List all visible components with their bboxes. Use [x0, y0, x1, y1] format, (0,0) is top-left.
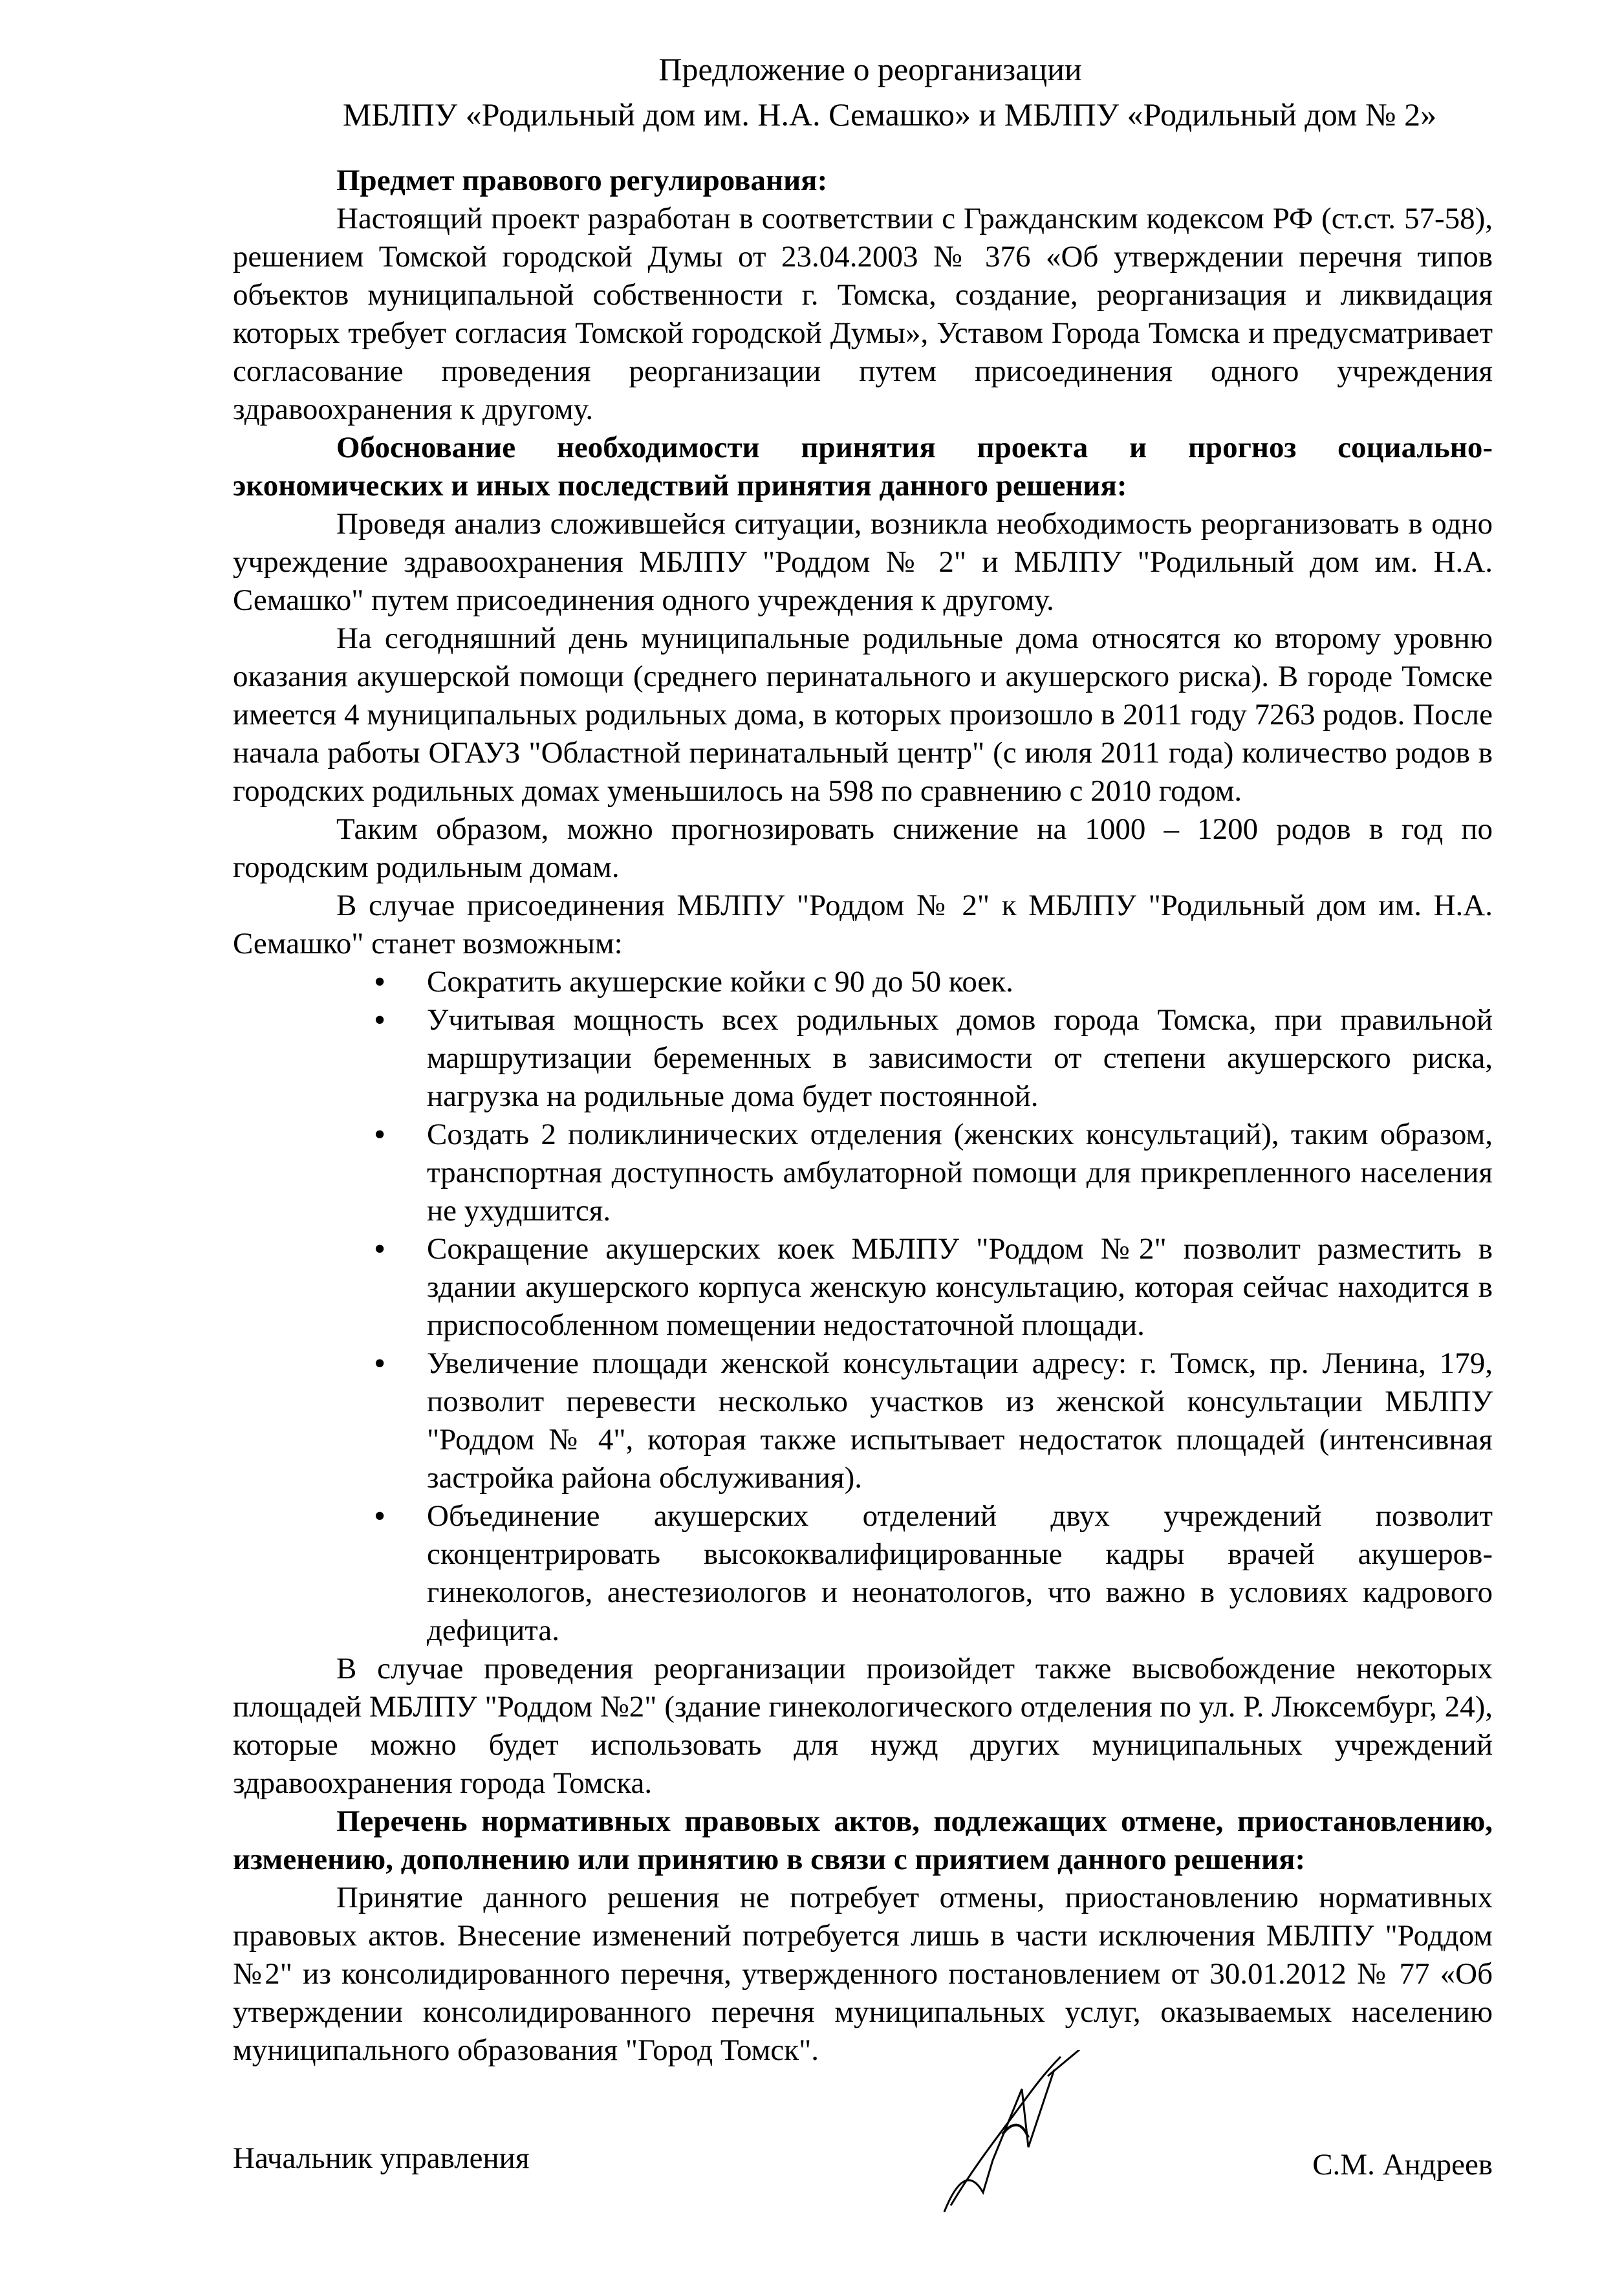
list-item: • Увеличение площади женской консультации адресу: г. Томск, пр. Ленина, 179, позволит перевести несколько участков из женской консультации МБЛПУ "Роддом № 4", которая также испытывает недостаток площадей (интенсивная застройка района обслуживания).	[427, 1345, 1493, 1497]
list-item: • Объединение акушерских отделений двух учреждений позволит сконцентрировать высококвалифицированные кадры врачей акушеров-гинекологов, анестезиологов и неонатологов, что важно в условиях кадрового дефицита.	[427, 1497, 1493, 1650]
signatory-name: С.М. Андреев	[1312, 2148, 1493, 2182]
list-item: • Создать 2 поликлинических отделения (женских консультаций), таким образом, транспортная доступность амбулаторной помощи для прикрепленного населения не ухудшится.	[427, 1116, 1493, 1230]
list-item: • Учитывая мощность всех родильных домов города Томска, при правильной маршрутизации беременных в зависимости от степени акушерского риска, нагрузка на родильные дома будет постоянной.	[427, 1001, 1493, 1116]
acts-text: Принятие данного решения не потребует отмены, приостановлению нормативных правовых актов. Внесение изменений потребуется лишь в части исключения МБЛПУ "Роддом №2" из консолидированного перечня, утвержденного постановлением от 30.01.2012 № 77 «Об утверждении консолидированного перечня муниципальных услуг, оказываемых населению муниципального образования "Город Томск".	[233, 1881, 1493, 2067]
document-body	[233, 162, 1493, 2070]
justification-paragraph: В случае присоединения МБЛПУ "Роддом № 2" к МБЛПУ "Родильный дом им. Н.А. Семашко" станет возможным:	[233, 889, 1493, 960]
signature-block	[233, 2134, 1493, 2186]
list-item: • Сократить акушерские койки с 90 до 50 коек.	[427, 963, 1493, 1001]
document-subtitle: МБЛПУ «Родильный дом им. Н.А. Семашко» и МБЛПУ «Родильный дом № 2»	[342, 96, 1437, 133]
justification-heading: Обоснование необходимости принятия проекта и прогноз социально-экономических и иных последствий принятия данного решения:	[233, 431, 1493, 503]
benefits-list	[233, 963, 1493, 1650]
signatory-position: Начальник управления	[233, 2141, 530, 2175]
justification-paragraph: Проведя анализ сложившейся ситуации, возникла необходимость реорганизовать в одно учреждение здравоохранения МБЛПУ "Роддом № 2" и МБЛПУ "Родильный дом им. Н.А. Семашко" путем присоединения одного учреждения к другому.	[233, 507, 1493, 617]
list-item: • Сокращение акушерских коек МБЛПУ "Роддом №2" позволит разместить в здании акушерского корпуса женскую консультацию, которая сейчас находится в приспособленном помещении недостаточной площади.	[427, 1230, 1493, 1345]
subject-text: Настоящий проект разработан в соответствии с Гражданским кодексом РФ (ст.ст. 57-58), решением Томской городской Думы от 23.04.2003 № 376 «Об утверждении перечня типов объектов муниципальной собственности г. Томска, создание, реорганизация и ликвидация которых требует согласия Томской городской Думы», Уставом Города Томска и предусматривает согласование проведения реорганизации путем присоединения одного учреждения здравоохранения к другому.	[233, 202, 1493, 426]
justification-paragraph: В случае проведения реорганизации произойдет также высвобождение некоторых площадей МБЛПУ "Роддом №2" (здание гинекологического отделения по ул. Р. Люксембург, 24), которые можно будет использовать для нужд других муниципальных учреждений здравоохранения города Томска.	[233, 1652, 1493, 1800]
document-header	[0, 47, 1624, 137]
justification-paragraph: Таким образом, можно прогнозировать снижение на 1000 – 1200 родов в год по городским родильным домам.	[233, 812, 1493, 884]
document-title: Предложение о реорганизации	[658, 51, 1082, 87]
justification-paragraph: На сегодняшний день муниципальные родильные дома относятся ко второму уровню оказания акушерской помощи (среднего перинатального и акушерского риска). В городе Томске имеется 4 муниципальных родильных дома, в которых произошло в 2011 году 7263 родов. После начала работы ОГАУЗ "Областной перинатальный центр" (с июля 2011 года) количество родов в городских родильных домах уменьшилось на 598 по сравнению с 2010 годом.	[233, 622, 1493, 808]
subject-heading: Предмет правового регулирования:	[336, 164, 828, 197]
acts-heading: Перечень нормативных правовых актов, подлежащих отмене, приостановлению, изменению, дополнению или принятию в связи с приятием данного решения:	[233, 1804, 1493, 1876]
